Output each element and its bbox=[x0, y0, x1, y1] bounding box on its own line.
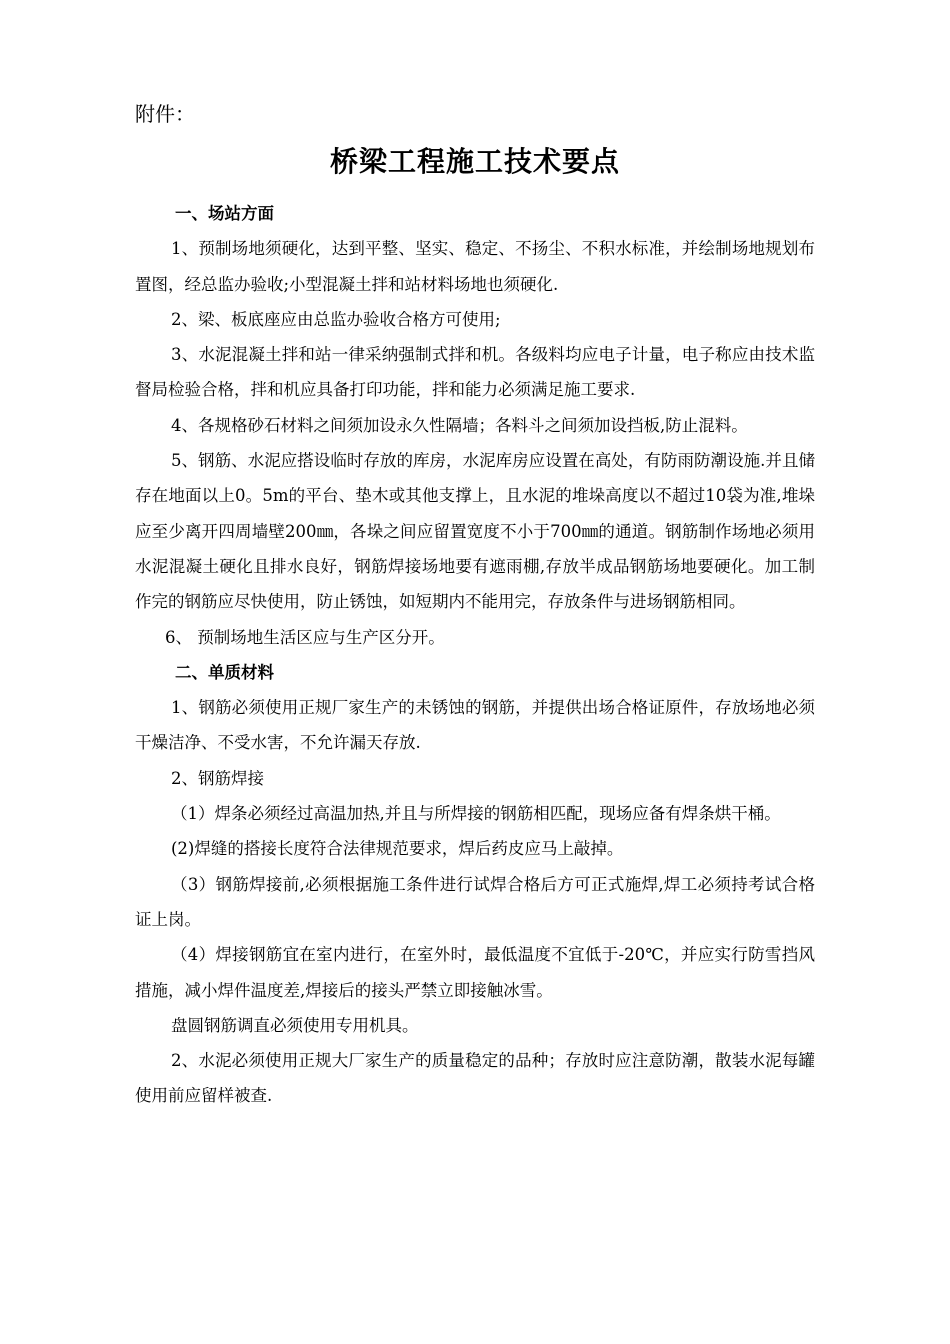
section-heading: 一、场站方面 bbox=[175, 204, 274, 223]
paragraph: 2、水泥必须使用正规大厂家生产的质量稳定的品种；存放时应注意防潮，散装水泥每罐使用前应留样被查. bbox=[135, 1051, 815, 1106]
paragraph: （1）焊条必须经过高温加热,并且与所焊接的钢筋相匹配，现场应备有焊条烘干桶。 bbox=[171, 804, 781, 824]
paragraph: （3）钢筋焊接前,必须根据施工条件进行试焊合格后方可正式施焊,焊工必须持考试合格证上岗。 bbox=[135, 874, 815, 929]
document-title: 桥梁工程施工技术要点 bbox=[329, 145, 620, 178]
paragraph: 5、钢筋、水泥应搭设临时存放的库房，水泥库房应设置在高处，有防雨防潮设施.并且储存在地面以上0。5m的平台、垫木或其他支撑上，且水泥的堆垛高度以不超过10袋为准,堆垛应至少离开四周墙壁200㎜，各垛之间应留置宽度不小于700㎜的通道。钢筋制作场地必须用水泥混凝土硬化且排水良好，钢筋焊接场地要有遮雨棚,存放半成品钢筋场地要硬化。加工制作完的钢筋应尽快使用，防止锈蚀，如短期内不能用完，存放条件与进场钢筋相同。 bbox=[135, 451, 815, 612]
attachment-label: 附件： bbox=[135, 102, 195, 126]
paragraph: (2)焊缝的搭接长度符合法律规范要求，焊后药皮应马上敲掉。 bbox=[171, 839, 624, 859]
paragraph: 盘圆钢筋调直必须使用专用机具。 bbox=[171, 1015, 419, 1035]
paragraph: 1、预制场地须硬化，达到平整、坚实、稳定、不扬尘、不积水标准，并绘制场地规划布置图，经总监办验收;小型混凝土拌和站材料场地也须硬化. bbox=[135, 239, 815, 294]
paragraph: （4）焊接钢筋宜在室内进行，在室外时，最低温度不宜低于-20℃，并应实行防雪挡风措施，减小焊件温度差,焊接后的接头严禁立即接触冰雪。 bbox=[135, 945, 815, 1000]
paragraph: 1、钢筋必须使用正规厂家生产的未锈蚀的钢筋，并提供出场合格证原件，存放场地必须干燥洁净、不受水害，不允许漏天存放. bbox=[135, 698, 815, 753]
paragraph: 2、钢筋焊接 bbox=[171, 768, 264, 788]
document-body bbox=[135, 196, 815, 1114]
paragraph: 2、梁、板底座应由总监办验收合格方可使用; bbox=[171, 309, 501, 329]
paragraph: 6、 预制场地生活区应与生产区分开。 bbox=[165, 627, 445, 647]
paragraph: 4、各规格砂石材料之间须加设永久性隔墙；各料斗之间须加设挡板,防止混料。 bbox=[171, 415, 748, 435]
paragraph: 3、水泥混凝土拌和站一律采纳强制式拌和机。各级料均应电子计量，电子称应由技术监督局检验合格，拌和机应具备打印功能，拌和能力必须满足施工要求. bbox=[135, 345, 815, 400]
section-heading: 二、单质材料 bbox=[175, 662, 274, 682]
